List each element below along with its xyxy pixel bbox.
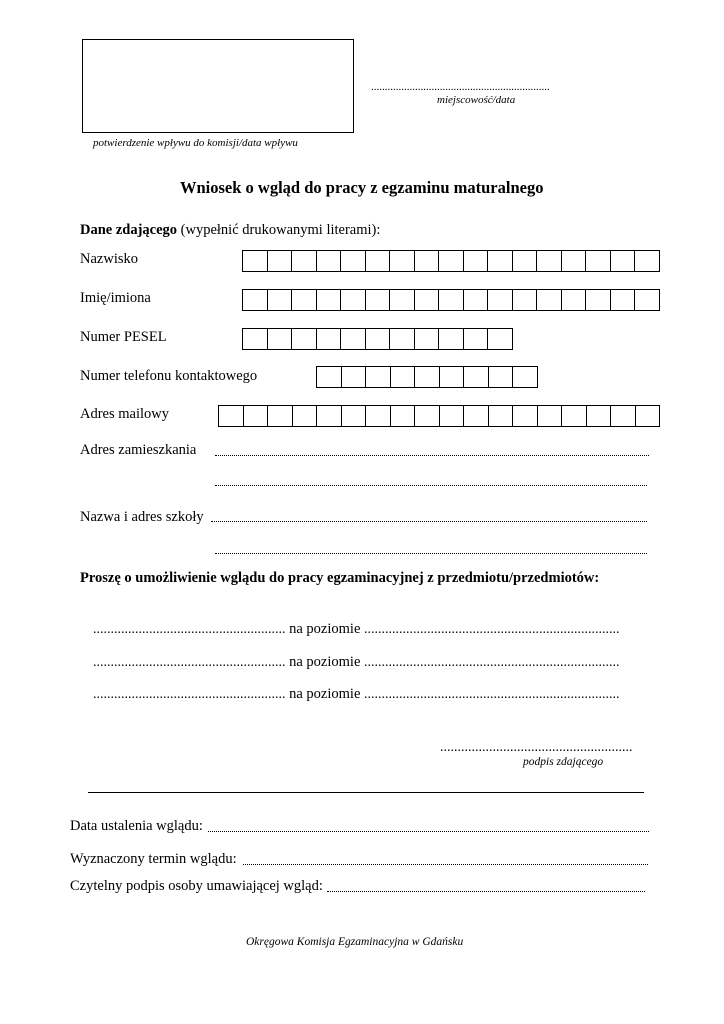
letter-cell[interactable] — [268, 405, 293, 427]
date-line[interactable] — [208, 831, 649, 832]
address-label: Adres zamieszkania — [80, 442, 197, 458]
letter-cell[interactable] — [415, 405, 440, 427]
letter-cell[interactable] — [415, 328, 440, 350]
letter-cell[interactable] — [586, 250, 611, 272]
letter-cell[interactable] — [538, 405, 563, 427]
surname-field[interactable] — [242, 250, 660, 272]
term-line[interactable] — [243, 864, 648, 865]
letter-cell[interactable] — [611, 289, 636, 311]
level-label: na poziomie — [289, 621, 361, 637]
school-line-1[interactable] — [211, 521, 647, 522]
letter-cell[interactable] — [513, 405, 538, 427]
letter-cell[interactable] — [292, 328, 317, 350]
letter-cell[interactable] — [342, 405, 367, 427]
level-dots: ......................................................................... — [364, 655, 620, 670]
letter-cell[interactable] — [366, 328, 391, 350]
letter-cell[interactable] — [489, 366, 514, 388]
letter-cell[interactable] — [439, 289, 464, 311]
letter-cell[interactable] — [562, 289, 587, 311]
letter-cell[interactable] — [464, 328, 489, 350]
letter-cell[interactable] — [292, 289, 317, 311]
phone-field[interactable] — [316, 366, 538, 388]
letter-cell[interactable] — [537, 289, 562, 311]
footer-text: Okręgowa Komisja Egzaminacyjna w Gdańsku — [246, 936, 464, 948]
letter-cell[interactable] — [219, 405, 244, 427]
letter-cell[interactable] — [488, 289, 513, 311]
letter-cell[interactable] — [366, 405, 391, 427]
first-names-field[interactable] — [242, 289, 660, 311]
subject-dots: ....................................................... — [93, 687, 286, 702]
stamp-caption: potwierdzenie wpływu do komisji/data wpływu — [93, 137, 298, 149]
letter-cell[interactable] — [243, 289, 268, 311]
letter-cell[interactable] — [293, 405, 318, 427]
letter-cell[interactable] — [440, 366, 465, 388]
subject-row[interactable] — [93, 686, 620, 703]
school-line-2[interactable] — [215, 553, 647, 554]
address-line-2[interactable] — [215, 485, 647, 486]
letter-cell[interactable] — [611, 405, 636, 427]
level-dots: ......................................................................... — [364, 687, 620, 702]
letter-cell[interactable] — [342, 366, 367, 388]
letter-cell[interactable] — [243, 250, 268, 272]
office-signature-label: Czytelny podpis osoby umawiającej wgląd: — [70, 878, 323, 894]
letter-cell[interactable] — [513, 366, 538, 388]
email-field[interactable] — [218, 405, 660, 427]
level-label: na poziomie — [289, 654, 361, 670]
letter-cell[interactable] — [317, 405, 342, 427]
letter-cell[interactable] — [317, 328, 342, 350]
subject-row[interactable] — [93, 621, 620, 638]
letter-cell[interactable] — [317, 366, 342, 388]
surname-label: Nazwisko — [80, 251, 138, 267]
letter-cell[interactable] — [439, 250, 464, 272]
signature-caption: podpis zdającego — [523, 756, 604, 768]
letter-cell[interactable] — [513, 250, 538, 272]
place-date-caption: miejscowość/data — [437, 94, 516, 106]
letter-cell[interactable] — [317, 289, 342, 311]
letter-cell[interactable] — [513, 289, 538, 311]
section-divider — [88, 792, 644, 793]
subject-dots: ....................................................... — [93, 622, 286, 637]
level-label: na poziomie — [289, 686, 361, 702]
email-label: Adres mailowy — [80, 406, 169, 422]
letter-cell[interactable] — [366, 289, 391, 311]
letter-cell[interactable] — [635, 250, 660, 272]
letter-cell[interactable] — [341, 250, 366, 272]
request-heading: Proszę o umożliwienie wglądu do pracy egzaminacyjnej z przedmiotu/przedmiotów: — [80, 570, 600, 586]
letter-cell[interactable] — [562, 405, 587, 427]
applicant-heading-bold: Dane zdającego — [80, 222, 178, 238]
applicant-heading — [80, 222, 380, 239]
place-date-line[interactable]: ................................................................. — [371, 81, 550, 93]
letter-cell[interactable] — [464, 405, 489, 427]
letter-cell[interactable] — [488, 328, 513, 350]
letter-cell[interactable] — [537, 250, 562, 272]
letter-cell[interactable] — [366, 366, 391, 388]
letter-cell[interactable] — [587, 405, 612, 427]
signature-line[interactable]: ....................................................... — [440, 740, 633, 755]
letter-cell[interactable] — [464, 250, 489, 272]
letter-cell[interactable] — [635, 289, 660, 311]
first-names-label: Imię/imiona — [80, 290, 151, 306]
letter-cell[interactable] — [341, 328, 366, 350]
phone-label: Numer telefonu kontaktowego — [80, 368, 258, 384]
school-label: Nazwa i adres szkoły — [80, 509, 204, 525]
letter-cell[interactable] — [244, 405, 269, 427]
pesel-label: Numer PESEL — [80, 329, 167, 345]
letter-cell[interactable] — [391, 366, 416, 388]
letter-cell[interactable] — [292, 250, 317, 272]
letter-cell[interactable] — [268, 289, 293, 311]
letter-cell[interactable] — [415, 250, 440, 272]
date-label: Data ustalenia wglądu: — [70, 818, 203, 834]
letter-cell[interactable] — [390, 250, 415, 272]
term-label: Wyznaczony termin wglądu: — [70, 851, 237, 867]
letter-cell[interactable] — [415, 366, 440, 388]
letter-cell[interactable] — [636, 405, 661, 427]
pesel-field[interactable] — [242, 328, 513, 350]
letter-cell[interactable] — [317, 250, 342, 272]
letter-cell[interactable] — [464, 289, 489, 311]
stamp-box — [82, 39, 354, 133]
level-dots: ......................................................................... — [364, 622, 620, 637]
letter-cell[interactable] — [611, 250, 636, 272]
applicant-heading-note: (wypełnić drukowanymi literami): — [180, 222, 381, 238]
letter-cell[interactable] — [390, 328, 415, 350]
page-title: Wniosek o wgląd do pracy z egzaminu maturalnego — [180, 178, 544, 197]
letter-cell[interactable] — [391, 405, 416, 427]
letter-cell[interactable] — [390, 289, 415, 311]
office-signature-line[interactable] — [327, 891, 645, 892]
letter-cell[interactable] — [440, 405, 465, 427]
letter-cell[interactable] — [562, 250, 587, 272]
letter-cell[interactable] — [243, 328, 268, 350]
subject-dots: ....................................................... — [93, 655, 286, 670]
letter-cell[interactable] — [268, 250, 293, 272]
letter-cell[interactable] — [366, 250, 391, 272]
letter-cell[interactable] — [488, 250, 513, 272]
letter-cell[interactable] — [464, 366, 489, 388]
subject-row[interactable] — [93, 654, 620, 671]
letter-cell[interactable] — [439, 328, 464, 350]
letter-cell[interactable] — [489, 405, 514, 427]
letter-cell[interactable] — [415, 289, 440, 311]
letter-cell[interactable] — [341, 289, 366, 311]
address-line-1[interactable] — [215, 455, 649, 456]
letter-cell[interactable] — [586, 289, 611, 311]
letter-cell[interactable] — [268, 328, 293, 350]
